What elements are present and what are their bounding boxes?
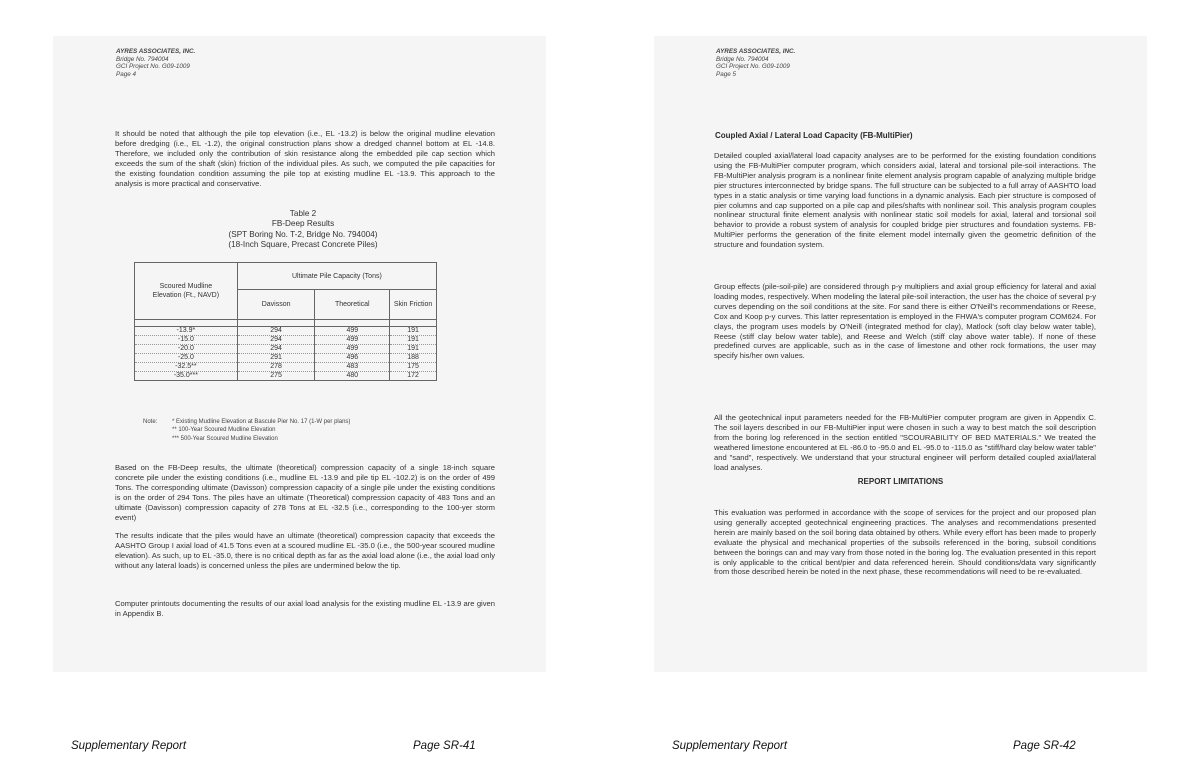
- table-title: FB-Deep Results: [271, 219, 335, 229]
- paragraph: Detailed coupled axial/lateral load capacity analyses are to be performed for the existing foundation conditions using the FB-MultiPier computer program, which considers axial, lateral and torsional pile-soil interactions. The FB-MultiPier analysis program is a nonlinear finite element analysis program capable of analyzing multiple bridge pier structures interconnected by bridge spans. The full structure can be subjected to a full array of AASHTO load types in a static analysis or time varying load functions in a dynamic analysis. Each pier structure is composed of pier columns and cap supported on a pile cap and piles/shafts with nonlinear soil. This analysis program couples nonlinear structural finite element analysis with nonlinear static soil models for axial, lateral and torsional soil behavior to provide a robust system of analysis for coupled bridge pier structures and foundation systems. FB-MultiPier performs the generation of the finite element model internally given the geometric definition of the structure and foundation system.: [714, 151, 1096, 250]
- firm-name: AYRES ASSOCIATES, INC.: [116, 48, 196, 55]
- paragraph: This evaluation was performed in accordance with the scope of services for the project and our proposed plan using generally accepted geotechnical engineering practices. The analyses and recommendations presented herein are mainly based on the soil boring data obtained by others. While every effort has been made to properly evaluate the physical and mechanical properties of the subsoils referenced in the boring, subsoil conditions between the borings can and may vary from those noted in the boring log. The evaluation presented in this report is only applicable to the critical bent/pier and data referenced herein. Should conditions/data vary significantly from those described herein be noted in the next phase, these recommendations will need to be re-evaluated.: [714, 508, 1096, 577]
- paragraph: The results indicate that the piles would have an ultimate (theoretical) compression capacity that exceeds the AASHTO Group I axial load of 41.5 Tons even at a scoured mudline EL -35.0 (i.e., the 500-year scoured mudline elevation). As such, up to EL -35.0, there is no critical depth as far as the axial load alone (i.e., the axial load only without any lateral loads) is concerned unless the piles are undermined below the tip.: [115, 531, 495, 570]
- document-page-left: [53, 36, 546, 672]
- footer-page-number: Page SR-41: [413, 740, 476, 752]
- bridge-number: Bridge No. 794004: [116, 55, 169, 63]
- firm-name: AYRES ASSOCIATES, INC.: [716, 48, 796, 55]
- table-number: Table 2: [289, 209, 317, 218]
- note-item: ** 100-Year Scoured Mudline Elevation: [172, 427, 276, 434]
- paragraph: All the geotechnical input parameters needed for the FB-MultiPier computer program are given in Appendix C. The soil layers described in our FB-MultiPier input were chosen in such a way to best match the soil description from the boring log referenced in the section entitled "SCOURABILITY OF BED MATERIALS." We treated the weathered limestone encountered at EL -86.0 to -95.0 and EL -95.0 to -115.0 as "stiff/hard clay below water table" and "sand", respectively. We understand that your structural engineer will perform detailed coupled axial/lateral load analyses.: [714, 413, 1096, 472]
- note-item: *** 500-Year Scoured Mudline Elevation: [172, 435, 278, 442]
- table-row: -32.5** 278 483 175: [135, 363, 437, 372]
- table-subtitle: (SPT Boring No. T-2, Bridge No. 794004): [228, 229, 378, 239]
- footer-report-label: Supplementary Report: [71, 740, 187, 752]
- footer-page-number: Page SR-42: [1013, 740, 1076, 752]
- document-page-right: [654, 36, 1147, 672]
- table-row: -20.0 294 499 191: [135, 345, 437, 354]
- page-number: Page 4: [116, 70, 136, 78]
- project-number: GCI Project No. G09-1009: [116, 63, 190, 71]
- paragraph: It should be noted that although the pile top elevation (i.e., EL -13.2) is below the original mudline elevation before dredging (i.e., EL -1.2), the original construction plans show a dredged channel bottom at EL -14.8. Therefore, we included only the contribution of skin resistance along the embedded pile cap section which exceeds the sum of the shaft (skin) friction of the individual piles. As such, we computed the pile capacities for the existing foundation condition assuming the pile top at existing mudline EL -13.9. This approach to the analysis is more practical and conservative.: [115, 129, 495, 188]
- page-header: [716, 48, 795, 78]
- section-heading: Coupled Axial / Lateral Load Capacity (FB-MultiPier): [715, 131, 913, 140]
- bridge-number: Bridge No. 794004: [716, 55, 769, 63]
- column-header: Davisson: [237, 290, 315, 320]
- note-label: Note:: [143, 419, 158, 425]
- results-table: [134, 262, 437, 381]
- row-header: Scoured Mudline Elevation (Ft., NAVD): [135, 263, 238, 320]
- table-row: -35.0*** 275 480 172: [135, 372, 437, 381]
- footer-report-label: Supplementary Report: [672, 740, 788, 752]
- table-row: -15.0 294 499 191: [135, 336, 437, 345]
- page-header: [116, 48, 195, 78]
- column-header: Theoretical: [315, 290, 390, 320]
- project-number: GCI Project No. G09-1009: [716, 63, 790, 71]
- table-subtitle: (18-Inch Square, Precast Concrete Piles): [228, 239, 378, 249]
- paragraph: Based on the FB-Deep results, the ultimate (theoretical) compression capacity of a single 18-inch square concrete pile under the existing conditions (i.e., mudline EL -13.9 and pile tip EL -102.2) is on the order of 499 Tons. The corresponding ultimate (Davisson) compression capacity of a single pile under the existing conditions is on the order of 294 Tons. The piles have an ultimate (Theoretical) compression capacity of 483 Tons and an ultimate (Davisson) compression capacity of 278 Tons at EL -32.5 (i.e., corresponding to the 100-yer storm event): [115, 463, 495, 522]
- table-caption: [213, 209, 393, 250]
- table-notes: [143, 418, 350, 443]
- table-row: -13.9* 294 499 191: [135, 327, 437, 336]
- page-number: Page 5: [716, 70, 736, 78]
- paragraph: Group effects (pile-soil-pile) are considered through p-y multipliers and axial group efficiency for lateral and axial loading modes, respectively. When modeling the lateral pile-soil interaction, the user has the choice of several p-y curves depending on the soil conditions at the site. For sand there is either O'Neill's recommendations or Reese, Cox and Koop p-y curves. This latter representation is employed in the FHWA's computer program COM624. For clays, the program uses models by O'Neill (integrated method for clay), Matlock (soft clay below water table), Reese (stiff clay below water table), and Reese and Welch (stiff clay above water table). If none of these predefined curves are applicable, such as in the case of limestone and other rock formations, the user may specify his/her own values.: [714, 282, 1096, 361]
- table-row: -25.0 291 496 188: [135, 354, 437, 363]
- paragraph: Computer printouts documenting the results of our axial load analysis for the existing mudline EL -13.9 are given in Appendix B.: [115, 599, 495, 618]
- group-header: Ultimate Pile Capacity (Tons): [237, 263, 436, 290]
- section-heading: REPORT LIMITATIONS: [857, 477, 944, 486]
- note-item: * Existing Mudline Elevation at Bascule Pier No. 17 (1-W per plans): [172, 419, 351, 425]
- column-header: Skin Friction: [390, 290, 437, 320]
